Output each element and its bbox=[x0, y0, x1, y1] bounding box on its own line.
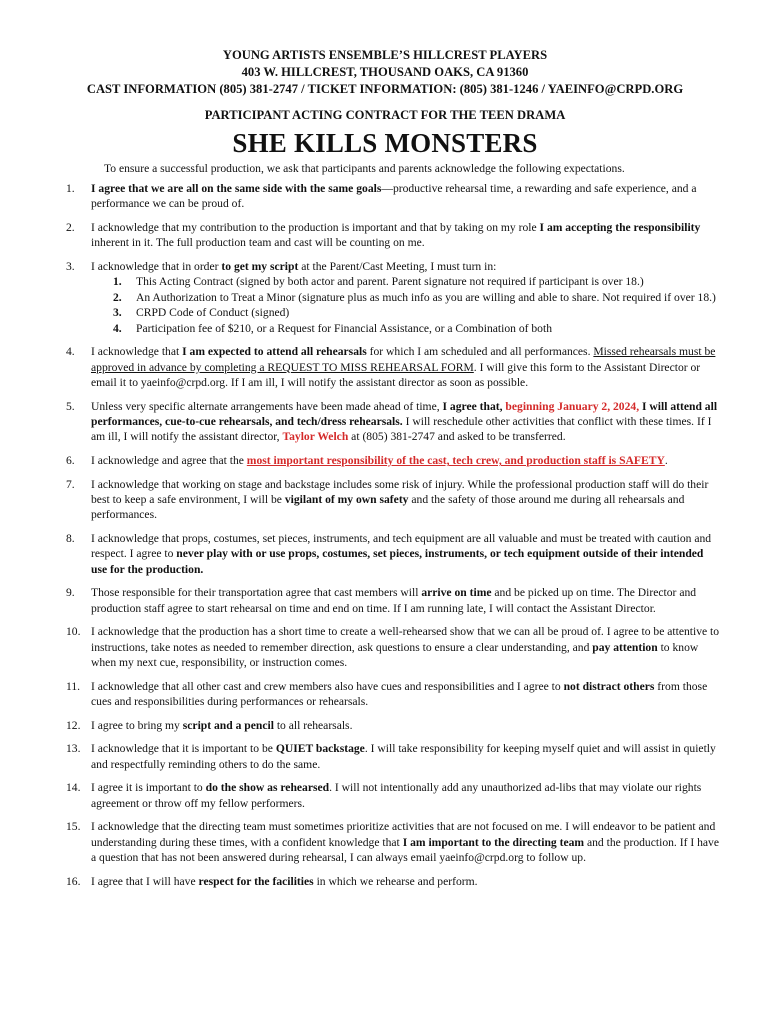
item-number: 14. bbox=[66, 781, 81, 795]
item-number: 12. bbox=[66, 718, 81, 732]
item-text: I acknowledge that props, costumes, set pieces, instruments, and tech equipment are all valuable and must be treated with caution and respect. I agree to bbox=[91, 532, 712, 561]
sub-item-number: 2. bbox=[113, 290, 122, 304]
item-text: I acknowledge that the production has a short time to create a well-rehearsed show that we can all be proud of. I agree to be attentive to instructions, take notes as needed to remember direction, ask questions to ensure a clear understanding, and bbox=[91, 625, 720, 654]
item-number: 8. bbox=[66, 532, 75, 546]
item-bold: do the show as rehearsed bbox=[205, 781, 330, 795]
sub-item-number: 3. bbox=[113, 306, 122, 320]
item-text: to know when my next cue, responsibility, or instruction comes. bbox=[91, 640, 699, 670]
item-number: 4. bbox=[66, 345, 75, 359]
item-bold: arrive on time bbox=[421, 586, 492, 600]
sub-list-item bbox=[91, 305, 722, 320]
list-item bbox=[0, 624, 770, 670]
item-bold: respect for the facilities bbox=[198, 874, 314, 888]
item-bold: I agree that, bbox=[442, 399, 506, 413]
item-text: at (805) 381-2747 and asked to be transferred. bbox=[348, 430, 566, 444]
item-text: . bbox=[664, 454, 668, 468]
item-number: 9. bbox=[66, 586, 75, 600]
item-bold: vigilant of my own safety bbox=[284, 493, 409, 507]
item-number: 10. bbox=[66, 625, 81, 639]
item-number: 5. bbox=[66, 399, 75, 413]
item-text: I will reschedule other activities that conflict with these times. If I am ill, I will notify the assistant director, bbox=[91, 415, 712, 444]
show-title: SHE KILLS MONSTERS bbox=[232, 128, 538, 158]
item-text: . I will give this form to the Assistant Director or email it to yaeinfo@crpd.org. If I am ill, I will notify the assistant director as soon as possible. bbox=[91, 360, 701, 390]
item-number: 11. bbox=[66, 679, 81, 693]
item-text: and the production. If I have a question that has not been answered during rehearsal, I can always email yaeinfo@crpd.org to follow up. bbox=[91, 835, 719, 865]
list-item bbox=[0, 220, 770, 251]
item-bold: to get my script bbox=[221, 260, 299, 273]
list-item bbox=[0, 780, 770, 811]
list-item bbox=[0, 741, 770, 772]
item-bold: I will attend all performances, cue-to-cue rehearsals, and tech/dress rehearsals. bbox=[91, 399, 718, 429]
item-text: at the Parent/Cast Meeting, I must turn in: bbox=[298, 260, 497, 273]
list-item bbox=[0, 477, 770, 523]
item-number: 16. bbox=[66, 874, 81, 888]
org-name: YOUNG ARTISTS ENSEMBLE’S HILLCREST PLAYERS bbox=[222, 48, 548, 62]
item-number: 7. bbox=[66, 477, 75, 491]
list-item bbox=[0, 585, 770, 616]
sub-list-item bbox=[91, 321, 722, 336]
item-underlined: Missed rehearsals must be approved in advance by completing a REQUEST TO MISS REHEARSAL FORM bbox=[91, 345, 716, 374]
required-documents-list bbox=[91, 274, 722, 336]
intro-text: To ensure a successful production, we ask that participants and parents acknowledge the following expectations. bbox=[104, 162, 625, 175]
item-bold: I am expected to attend all rehearsals bbox=[182, 345, 367, 359]
item-text: I agree that I will have bbox=[91, 874, 199, 888]
item-bold: pay attention bbox=[592, 640, 658, 654]
item-text: I acknowledge that in order bbox=[91, 260, 222, 273]
item-text: I acknowledge that it is important to be bbox=[91, 742, 276, 756]
expectations-list bbox=[0, 181, 770, 889]
contact-info: CAST INFORMATION (805) 381-2747 / TICKET INFORMATION: (805) 381-1246 / YAEINFO@CRPD.ORG bbox=[86, 82, 684, 96]
item-text: I agree it is important to bbox=[91, 781, 206, 795]
sub-item-number: 1. bbox=[113, 275, 122, 289]
item-text: in which we rehearse and perform. bbox=[313, 874, 478, 888]
item-text: . I will take responsibility for keeping myself quiet and will assist in quietly and respectfully reminding others to do the same. bbox=[91, 742, 716, 771]
list-item bbox=[0, 181, 770, 212]
item-text: I agree to bring my bbox=[91, 718, 183, 732]
item-number: 3. bbox=[66, 260, 75, 273]
item-highlight-name: Taylor Welch bbox=[282, 430, 349, 444]
item-bold: QUIET backstage bbox=[275, 742, 365, 756]
item-text: I acknowledge that my contribution to the production is important and that by taking on my role bbox=[91, 221, 540, 234]
item-text: to all rehearsals. bbox=[273, 718, 353, 732]
item-text: I acknowledge that the directing team must sometimes prioritize activities that are not focused on me. I will endeavor to be patient and understanding during these times, with a confident knowledge that bbox=[91, 820, 716, 849]
sub-item-text: This Acting Contract (signed by both actor and parent. Parent signature not required if participant is over 18.) bbox=[136, 275, 644, 289]
item-bold: I agree that we are all on the same side with the same goals bbox=[91, 182, 382, 195]
sub-list-item bbox=[91, 290, 722, 305]
list-item bbox=[0, 874, 770, 889]
list-item bbox=[0, 718, 770, 733]
item-number: 1. bbox=[66, 182, 75, 195]
list-item bbox=[0, 259, 770, 336]
item-number: 15. bbox=[66, 820, 81, 834]
item-text: . I will not intentionally add any unauthorized ad-libs that may violate our rights agreement or throw off my fellow performers. bbox=[91, 781, 702, 810]
list-item bbox=[0, 453, 770, 468]
item-bold: I am accepting the responsibility bbox=[539, 221, 701, 234]
org-address: 403 W. HILLCREST, THOUSAND OAKS, CA 91360 bbox=[241, 65, 529, 79]
item-number: 6. bbox=[66, 454, 75, 468]
sub-list-item bbox=[91, 274, 722, 289]
item-text: I acknowledge that all other cast and crew members also have cues and responsibilities and I agree to bbox=[91, 679, 564, 693]
item-number: 13. bbox=[66, 742, 81, 756]
item-text: Those responsible for their transportation agree that cast members will bbox=[91, 586, 422, 600]
item-bold: not distract others bbox=[563, 679, 655, 693]
item-text: I acknowledge that bbox=[91, 345, 183, 359]
item-text: for which I am scheduled and all performances. bbox=[366, 345, 594, 359]
item-text: I acknowledge and agree that the bbox=[91, 454, 247, 468]
item-bold: never play with or use props, costumes, set pieces, instruments, or tech equipment outside of their intended use for the production. bbox=[91, 547, 704, 576]
item-text: Unless very specific alternate arrangements have been made ahead of time, bbox=[91, 399, 443, 413]
item-bold: script and a pencil bbox=[182, 718, 274, 732]
sub-item-text: CRPD Code of Conduct (signed) bbox=[136, 306, 290, 320]
item-text: I acknowledge that working on stage and backstage includes some risk of injury. While the professional production staff will do their best to keep a safe environment, I will be bbox=[91, 477, 709, 507]
item-text: and the safety of those around me during all rehearsals and performances. bbox=[91, 493, 685, 522]
item-text: —productive rehearsal time, a rewarding and safe experience, and a performance we can be proud of. bbox=[91, 182, 697, 211]
item-text: inherent in it. The full production team and cast will be counting on me. bbox=[91, 236, 425, 250]
list-item bbox=[0, 531, 770, 577]
sub-item-text: An Authorization to Treat a Minor (signature plus as much info as you are willing and able to share. Not required if over 18.) bbox=[136, 290, 716, 304]
list-item bbox=[0, 819, 770, 865]
list-item bbox=[0, 679, 770, 710]
item-text: and be picked up on time. The Director and production staff agree to start rehearsal on time and end on time. If I am running late, I will contact the Assistant Director. bbox=[91, 586, 697, 615]
sub-item-text: Participation fee of $210, or a Request for Financial Assistance, or a Combination of both bbox=[136, 321, 552, 335]
item-text: from those cues and responsibilities during performances or rehearsals. bbox=[91, 679, 708, 709]
list-item bbox=[0, 344, 770, 390]
item-highlight-date: beginning January 2, 2024, bbox=[505, 399, 640, 413]
item-number: 2. bbox=[66, 221, 75, 234]
sub-item-number: 4. bbox=[113, 321, 122, 335]
contract-subtitle: PARTICIPANT ACTING CONTRACT FOR THE TEEN DRAMA bbox=[204, 108, 566, 122]
item-bold: I am important to the directing team bbox=[402, 835, 585, 849]
list-item bbox=[0, 399, 770, 445]
item-highlight-safety: most important responsibility of the cast, tech crew, and production staff is SAFETY bbox=[246, 454, 665, 468]
